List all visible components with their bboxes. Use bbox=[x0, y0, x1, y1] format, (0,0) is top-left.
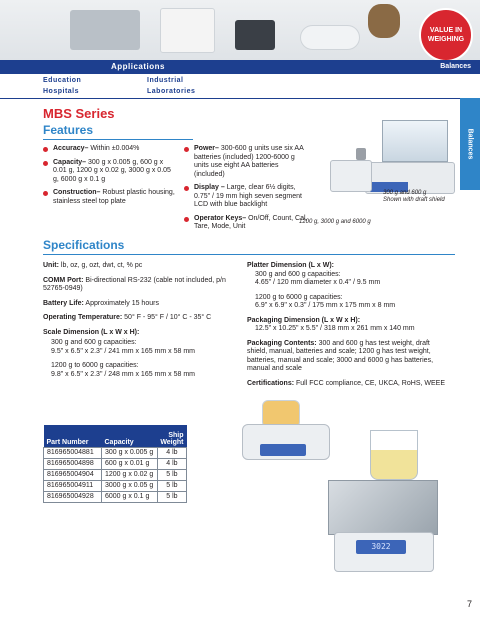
caption-top: 300 g and 600 g Shown with draft shield bbox=[383, 190, 445, 203]
baby-scale-photo bbox=[300, 25, 360, 50]
table-row: 816965004928 6000 g x 0.1 g 5 lb bbox=[44, 491, 187, 502]
scale-photo bbox=[70, 10, 140, 50]
col-capacity: Capacity bbox=[102, 425, 158, 447]
specs-right bbox=[247, 262, 447, 394]
spec-comm: COMM Port: Bi-directional RS-232 (cable not included, p/n 52765-0949) bbox=[43, 276, 226, 292]
value-badge: VALUE IN WEIGHING bbox=[419, 8, 473, 62]
spec-line: 6.9" x 6.9" x 0.3" / 175 mm x 175 mm x 8 mm bbox=[255, 302, 396, 309]
features-list-right bbox=[184, 145, 308, 237]
specs-left bbox=[43, 262, 233, 379]
spec-contents: Packaging Contents: 300 and 600 g has test weight, draft shield, manual, batteries and scale; 1200 g has test weight, batteries, manual and scale; 3000 and 6000 g has batteries, manual and scale bbox=[247, 339, 434, 372]
feature-item: Construction– Robust plastic housing, stainless steel top plate bbox=[43, 189, 175, 206]
dog-photo bbox=[368, 4, 400, 38]
box-photo bbox=[160, 8, 215, 53]
header-photo-strip bbox=[0, 0, 480, 60]
spec-platter: Platter Dimension (L x W): bbox=[247, 262, 334, 269]
spec-battery: Battery Life: Approximately 15 hours bbox=[43, 299, 159, 307]
feature-item: Operator Keys– On/Off, Count, Cal, Tare, Mode, Unit bbox=[184, 215, 308, 232]
spec-scale-dim: Scale Dimension (L x W x H): bbox=[43, 328, 140, 336]
feature-item: Power– 300-600 g units use six AA batteries (included) 1200-6000 g units use eight AA batteries (included) bbox=[184, 145, 308, 179]
spec-line: 9.8" x 6.5" x 2.3" / 248 mm x 165 mm x 58 mm bbox=[51, 370, 196, 378]
col-part-number: Part Number bbox=[44, 425, 102, 447]
features-list-left bbox=[43, 145, 175, 211]
application-item: Hospitals bbox=[43, 88, 80, 95]
spec-unit: Unit: lb, oz, g, ozt, dwt, ct, % pc bbox=[43, 262, 143, 269]
table-row: 816965004898 600 g x 0.01 g 4 lb bbox=[44, 458, 187, 469]
spec-certifications: Certifications: Full FCC compliance, CE, UKCA, RoHS, WEEE bbox=[247, 379, 445, 387]
heading-rule bbox=[43, 139, 193, 140]
application-item: Industrial bbox=[147, 77, 184, 84]
spec-line: 300 g and 600 g capacities: bbox=[255, 270, 341, 278]
application-item: Laboratories bbox=[147, 88, 196, 95]
category-label: Balances bbox=[440, 63, 471, 70]
features-heading: Features bbox=[43, 123, 94, 137]
applications-title: Applications bbox=[110, 62, 165, 71]
caption-mid: 1200 g, 3000 g and 6000 g bbox=[299, 219, 371, 225]
heading-rule bbox=[43, 254, 455, 255]
spec-line: 9.5" x 6.5" x 2.3" / 241 mm x 165 mm x 58 mm bbox=[51, 347, 196, 355]
feature-item: Capacity– 300 g x 0.005 g, 600 g x 0.01 g, 1200 g x 0.02 g, 3000 g x 0.05 g, 6000 g x 0.1 g bbox=[43, 159, 175, 185]
application-item: Education bbox=[43, 77, 82, 84]
postal-scale-photo bbox=[235, 20, 275, 50]
lcd-display: 3022 bbox=[356, 540, 406, 554]
steel-platter bbox=[328, 480, 438, 535]
part-table bbox=[43, 425, 187, 503]
lcd-display bbox=[260, 444, 306, 456]
divider bbox=[0, 98, 480, 99]
header-bar bbox=[0, 60, 480, 74]
spec-line: 12.5" x 10.25" x 5.5" / 318 mm x 261 mm x 140 mm bbox=[255, 325, 415, 332]
balance-photo-large bbox=[328, 470, 438, 580]
feature-item: Accuracy– Within ±0.004% bbox=[43, 145, 175, 154]
draft-shield bbox=[382, 120, 448, 162]
balance-photo-fruit bbox=[232, 400, 332, 470]
table-row: 816965004881 300 g x 0.005 g 4 lb bbox=[44, 447, 187, 458]
table-row: 816965004911 3000 g x 0.05 g 5 lb bbox=[44, 480, 187, 491]
spec-line: 4.65" / 120 mm diameter x 0.4" / 9.5 mm bbox=[255, 279, 381, 286]
spec-line: 1200 g to 6000 g capacities: bbox=[51, 362, 139, 369]
balance-body-small bbox=[330, 160, 372, 192]
specifications-heading: Specifications bbox=[43, 238, 125, 252]
spec-line: 300 g and 600 g capacities: bbox=[51, 339, 137, 346]
feature-item: Display – Large, clear 6½ digits, 0.75" / 19 mm high seven segment LCD with blue backlight bbox=[184, 184, 308, 210]
series-title: MBS Series bbox=[43, 106, 115, 121]
spec-temp: Operating Temperature: 50° F - 95° F / 10° C - 35° C bbox=[43, 314, 212, 321]
spec-packaging: Packaging Dimension (L x W x H): bbox=[247, 316, 361, 324]
spec-line: 1200 g to 6000 g capacities: bbox=[255, 293, 343, 301]
side-tab: Balances bbox=[460, 98, 480, 190]
col-ship-weight: Ship Weight bbox=[157, 425, 186, 447]
page-number: 7 bbox=[466, 599, 472, 609]
applications-list bbox=[43, 75, 195, 97]
test-weight bbox=[356, 148, 366, 160]
table-row: 816965004904 1200 g x 0.02 g 5 lb bbox=[44, 469, 187, 480]
